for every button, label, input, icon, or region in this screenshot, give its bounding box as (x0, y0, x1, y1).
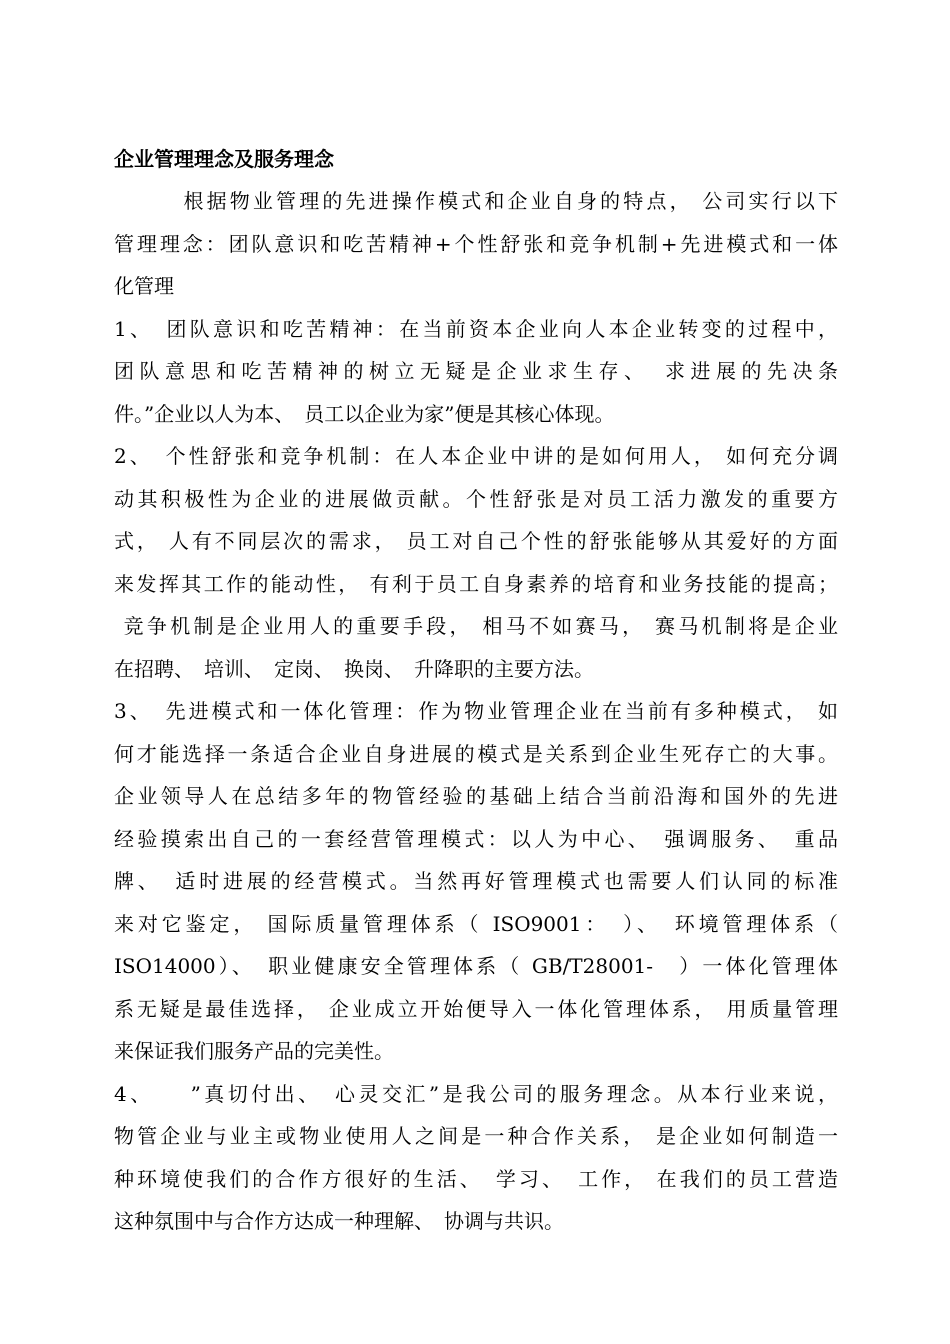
text-line: 化管理 (114, 274, 174, 298)
text-line: 1、 团队意识和吃苦精神：在当前资本企业向人本企业转变的过程中， (114, 316, 838, 341)
text-line: 种环境使我们的合作方很好的生活、 学习、 工作， 在我们的员工营造 (114, 1166, 838, 1191)
text-line: 2、 个性舒张和竞争机制：在人本企业中讲的是如何用人， 如何充分调 (114, 444, 838, 468)
text-line: ISO14000）、 职业健康安全管理体系（ GB/T28001- ）一体化管理体 (114, 954, 838, 978)
text-line: 根据物业管理的先进操作模式和企业自身的特点， 公司实行以下 (114, 189, 838, 213)
text-line: 企业领导人在总结多年的物管经验的基础上结合当前沿海和国外的先进 (114, 784, 838, 808)
text-line: 团队意思和吃苦精神的树立无疑是企业求生存、 求进展的先决条 (114, 359, 838, 383)
text-line: 动其积极性为企业的进展做贡献。个性舒张是对员工活力激发的重要方 (114, 486, 838, 511)
text-line: 管理理念：团队意识和吃苦精神+个性舒张和竞争机制+先进模式和一体 (114, 231, 838, 256)
document-title: 企业管理理念及服务理念 (114, 147, 334, 171)
document-body (114, 138, 838, 1243)
text-line: 件。”企业以人为本、 员工以企业为家”便是其核心体现。 (114, 401, 615, 426)
text-line: 来对它鉴定， 国际质量管理体系（ ISO9001： ）、 环境管理体系（ (114, 911, 838, 936)
text-line: 式， 人有不同层次的需求， 员工对自己个性的舒张能够从其爱好的方面 (114, 529, 838, 553)
text-line: 物管企业与业主或物业使用人之间是一种合作关系， 是企业如何制造一 (114, 1124, 838, 1148)
text-line: 3、 先进模式和一体化管理：作为物业管理企业在当前有多种模式， 如 (114, 699, 838, 723)
text-line: 系无疑是最佳选择， 企业成立开始便导入一体化管理体系， 用质量管理 (114, 996, 838, 1021)
text-line: 何才能选择一条适合企业自身进展的模式是关系到企业生死存亡的大事。 (114, 741, 838, 766)
text-line: 来发挥其工作的能动性， 有利于员工自身素养的培育和业务技能的提高； (114, 571, 838, 596)
text-line: 经验摸索出自己的一套经营管理模式：以人为中心、 强调服务、 重品 (114, 826, 838, 851)
text-line: 4、 ”真切付出、 心灵交汇”是我公司的服务理念。从本行业来说， (114, 1081, 838, 1106)
text-line: 在招聘、 培训、 定岗、 换岗、 升降职的主要方法。 (114, 656, 594, 681)
document-text (114, 180, 838, 1243)
text-line: 来保证我们服务产品的完美性。 (114, 1039, 394, 1063)
text-line: 这种氛围中与合作方达成一种理解、 协调与共识。 (114, 1209, 564, 1233)
text-line: 竞争机制是企业用人的重要手段， 相马不如赛马， 赛马机制将是企业 (114, 614, 838, 638)
text-line: 牌、 适时进展的经营模式。当然再好管理模式也需要人们认同的标准 (114, 869, 838, 893)
